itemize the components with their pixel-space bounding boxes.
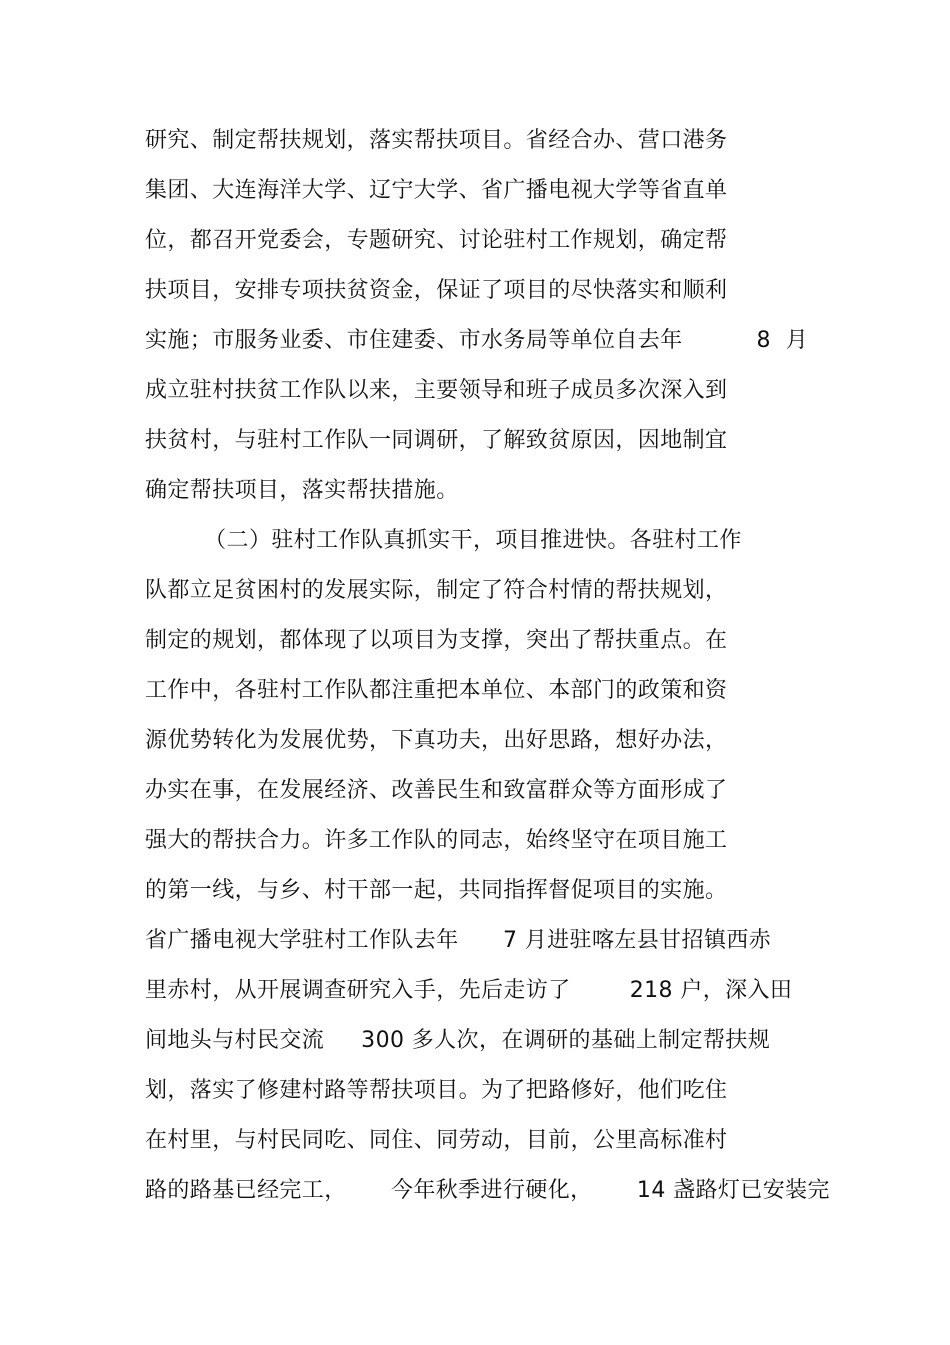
text-line: 省广播电视大学驻村工作队去年 7 月进驻喀左县甘招镇西赤 [145,928,772,953]
section-heading-line: （二）驻村工作队真抓实干，项目推进快。各驻村工作 [145,528,742,553]
text-line: 扶项目，安排专项扶贫资金，保证了项目的尽快落实和顺利 [145,278,728,303]
text-line: 成立驻村扶贫工作队以来，主要领导和班子成员多次深入到 [145,378,728,403]
text-line: 确定帮扶项目，落实帮扶措施。 [145,478,459,503]
text-line: 间地头与村民交流 300 多人次，在调研的基础上制定帮扶规 [145,1028,771,1053]
text-line: 办实在事，在发展经济、改善民生和致富群众等方面形成了 [145,778,728,803]
text-line: 在村里，与村民同吃、同住、同劳动，目前，公里高标准村 [145,1128,728,1153]
text-line: 的第一线，与乡、村干部一起，共同指挥督促项目的实施。 [145,878,728,903]
text-line: 队都立足贫困村的发展实际，制定了符合村情的帮扶规划， [145,578,728,603]
text-line: 源优势转化为发展优势，下真功夫，出好思路，想好办法， [145,728,728,753]
text-line: 里赤村，从开展调查研究入手，先后走访了 218 户，深入田 [145,978,793,1003]
text-line: 制定的规划，都体现了以项目为支撑，突出了帮扶重点。在 [145,628,728,653]
text-line: 扶贫村，与驻村工作队一同调研，了解致贫原因，因地制宜 [145,428,728,453]
text-line: 强大的帮扶合力。许多工作队的同志，始终坚守在项目施工 [145,828,728,853]
text-line: 集团、大连海洋大学、辽宁大学、省广播电视大学等省直单 [145,178,728,203]
text-line: 研究、制定帮扶规划，落实帮扶项目。省经合办、营口港务 [145,128,728,153]
text-line: 路的路基已经完工， 今年秋季进行硬化， 14 盏路灯已安装完 [145,1178,830,1203]
text-line: 位，都召开党委会，专题研究、讨论驻村工作规划，确定帮 [145,228,728,253]
text-line: 实施；市服务业委、市住建委、市水务局等单位自去年 8 月 [145,328,809,353]
text-line: 工作中，各驻村工作队都注重把本单位、本部门的政策和资 [145,678,728,703]
text-line: 划，落实了修建村路等帮扶项目。为了把路修好，他们吃住 [145,1078,728,1103]
